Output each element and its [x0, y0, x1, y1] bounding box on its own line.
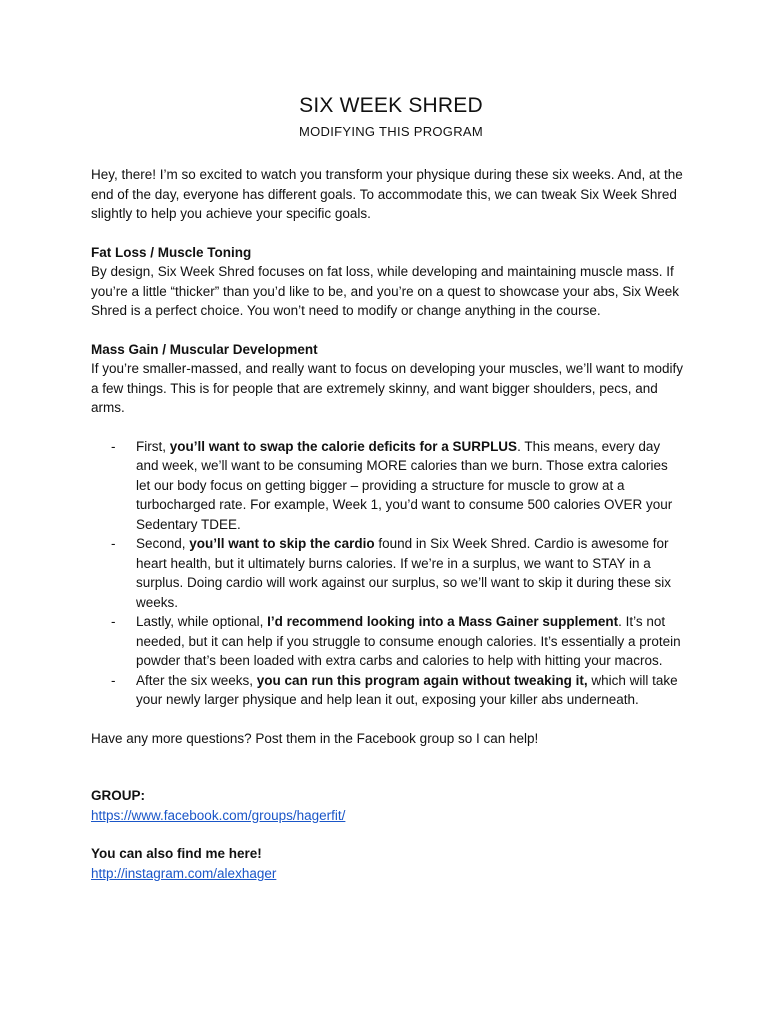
find-me-label: You can also find me here! — [91, 846, 262, 861]
find-me-block — [91, 844, 691, 883]
bullet-text-post: . This means, every day and week, we’ll want to be consuming MORE calories than we burn. Those extra calories let our body focus on getting bigger – providing a structure for muscle to grow at a turbocharged rate. For example, Week 1, you’d want to consume 500 calories OVER your Sedentary TDEE. — [136, 438, 673, 532]
bullet-dash: - — [111, 672, 116, 688]
bullet-dash: - — [111, 536, 116, 551]
bullet-text-bold: you can run this program again without tweaking it, — [256, 672, 588, 688]
bullet-item-calorie-surplus — [91, 437, 681, 535]
group-label: GROUP: — [91, 788, 145, 803]
bullet-text-post: . It’s not needed, but it can help if you struggle to consume enough calories. It’s essentially a protein powder that’s been loaded with extra carbs and calories to help with hitting your macros. — [136, 614, 681, 668]
closing-paragraph: Have any more questions? Post them in the Facebook group so I can help! — [91, 730, 539, 746]
mass-gain-bullet-list — [91, 437, 691, 710]
document-subtitle: MODIFYING THIS PROGRAM — [298, 124, 484, 139]
bullet-item-skip-cardio — [91, 534, 681, 612]
bullet-dash: - — [111, 614, 116, 629]
bullet-text-pre: After the six weeks, — [136, 672, 257, 688]
bullet-text-pre: First, — [136, 438, 170, 454]
document-title: SIX WEEK SHRED — [299, 94, 483, 117]
facebook-group-link[interactable]: https://www.facebook.com/groups/hagerfit/ — [91, 807, 346, 823]
bullet-text-bold: you’ll want to skip the cardio — [189, 536, 375, 551]
instagram-link[interactable]: http://instagram.com/alexhager — [91, 865, 277, 881]
group-block — [91, 786, 691, 825]
document-page — [91, 92, 691, 883]
bullet-dash: - — [111, 438, 116, 454]
mass-gain-body: If you’re smaller-massed, and really want to focus on developing your muscles, we’ll want to modify a few things. This is for people that are extremely skinny, and want bigger shoulders, pecs, and arms. — [91, 361, 684, 415]
fat-loss-heading: Fat Loss / Muscle Toning — [91, 244, 252, 260]
bullet-text-bold: I’d recommend looking into a Mass Gainer supplement — [267, 614, 619, 629]
bullet-item-run-again — [91, 671, 681, 710]
fat-loss-section — [91, 243, 691, 321]
intro-paragraph: Hey, there! I’m so excited to watch you transform your physique during these six weeks. And, at the end of the day, everyone has different goals. To accommodate this, we can tweak Six Week Shred slightly to help you achieve your specific goals. — [91, 167, 683, 221]
bullet-text-bold: you’ll want to swap the calorie deficits for a SURPLUS — [169, 438, 518, 454]
bullet-text-pre: Lastly, while optional, — [136, 614, 268, 629]
bullet-item-mass-gainer — [91, 612, 681, 671]
mass-gain-section — [91, 340, 691, 418]
bullet-text-post: which will take your newly larger physique and help lean it out, exposing your killer abs underneath. — [136, 672, 678, 707]
bullet-text-pre: Second, — [136, 536, 190, 551]
bullet-text-post: found in Six Week Shred. Cardio is awesome for heart health, but it ultimately burns calories. If we’re in a surplus, we want to STAY in a surplus. Doing cardio will work against our surplus, so we’ll want to skip it during these six weeks. — [136, 536, 671, 610]
fat-loss-body: By design, Six Week Shred focuses on fat loss, while developing and maintaining muscle mass. If you’re a little “thicker” than you’d like to be, and you’re on a quest to showcase your abs, Six Week Shred is a perfect choice. You won’t need to modify or change anything in the course. — [91, 264, 680, 318]
mass-gain-heading: Mass Gain / Muscular Development — [91, 341, 318, 357]
